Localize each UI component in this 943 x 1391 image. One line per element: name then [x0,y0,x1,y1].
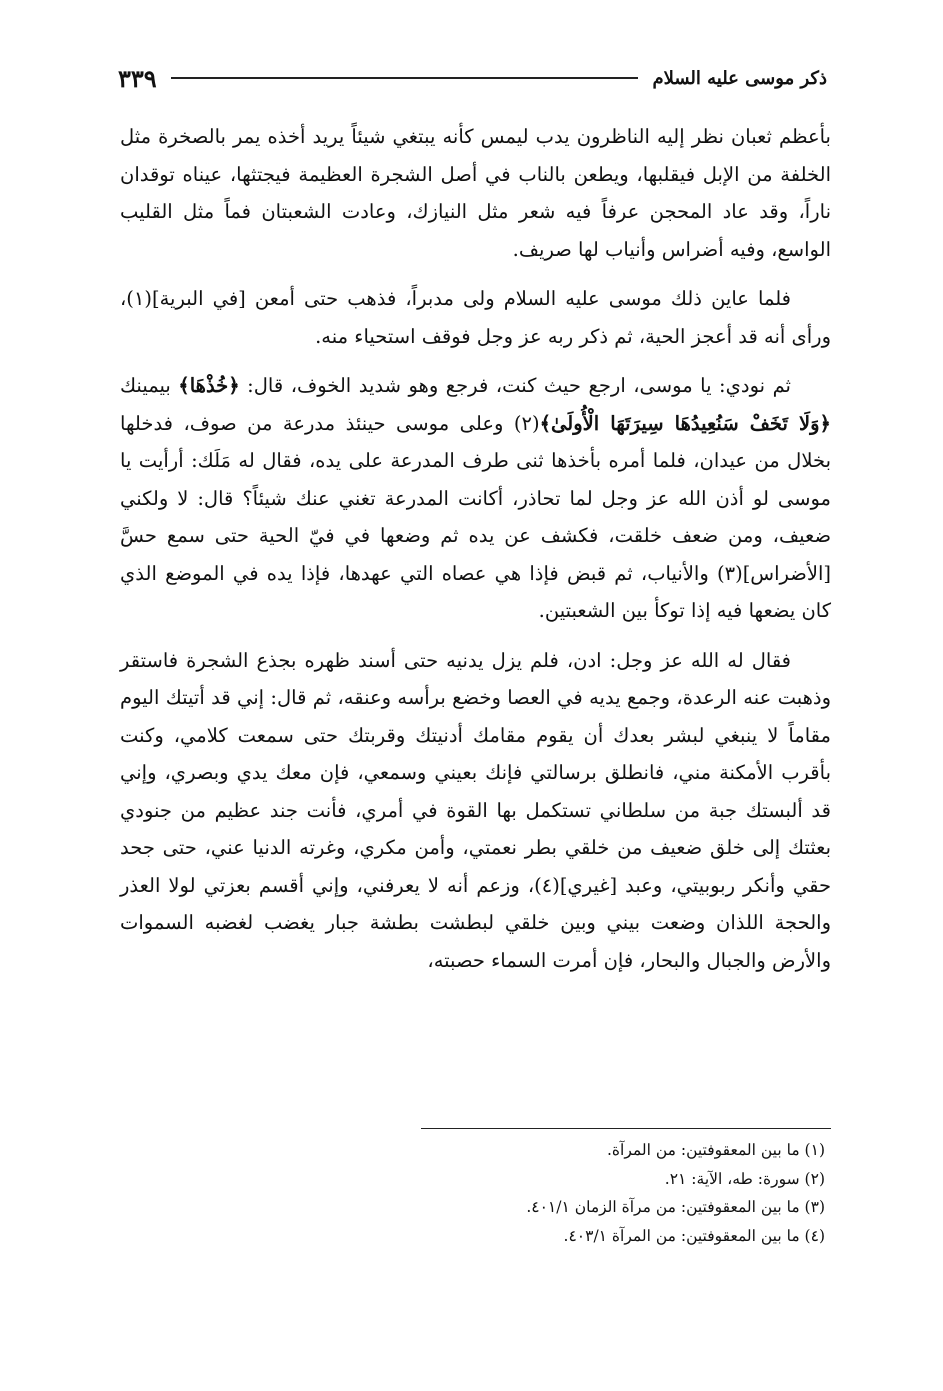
footnote-4: (٤) ما بين المعقوفتين: من المرآة ٤٠٣/١. [563,1226,825,1245]
page-number: ٣٣٩ [118,63,157,93]
footnote-3: (٣) ما بين المعقوفتين: من مرآة الزمان ٤٠١/١. [526,1198,825,1216]
paragraph-3 [120,367,831,630]
footnote-1: (١) ما بين المعقوفتين: من المرآة. [607,1141,825,1159]
running-title: ذكر موسى عليه السلام [652,67,827,89]
paragraph-3-before: ثم نودي: يا موسى، ارجع حيث كنت، فرجع وهو شديد الخوف، قال: [239,374,791,397]
paragraph-2: فلما عاين ذلك موسى عليه السلام ولى مدبراً، فذهب حتى أمعن [في البرية](١)، ورأى أنه قد أعجز الحية، ثم ذكر ربه عز وجل فوقف استحياء منه. [120,287,831,348]
quran-quote-1: ﴿خُذْهَا﴾ [178,374,240,397]
quran-quote-2: ﴿وَلَا تَخَفْ سَنُعِيدُهَا سِيرَتَهَا الْأُولَىٰ﴾ [539,411,831,435]
main-text [120,118,831,991]
footnote-2: (٢) سورة: طه، الآية: ٢١. [664,1169,825,1188]
paragraph-4: فقال له الله عز وجل: ادن، فلم يزل يدنيه حتى أسند ظهره بجذع الشجرة فاستقر وذهبت عنه الرعدة، وجمع يديه في العصا وخضع برأسه وعنقه، ثم قال: إني قد أتيتك اليوم مقاماً لا ينبغي لبشر بعدك أن يقوم مقامك أدنيتك وقربتك حتى سمعت كلامي، وكنت بأقرب الأمكنة مني، فانطلق برسالتي فإنك بعيني وسمعي، فإن معك يدي وبصري، وإني قد ألبستك جبة من سلطاني تستكمل بها القوة في أمري، فأنت جند عظيم من جنودي بعثتك إلى خلق ضعيف من خلقي بطر نعمتي، وأمن مكري، وغرته الدنيا عني، حتى جحد حقي وأنكر ربوبيتي، وعبد [غيري](٤)، وزعم أنه لا يعرفني، وإني أقسم بعزتي لولا العذر والحجة اللذان وضعت بيني وبين خلقي لبطشت بطشة جبار يغضب لغضبه السموات والأرض والجبال والبحار، فإن أمرت السماء حصبته، [120,648,832,972]
footnotes [300,1136,825,1250]
paragraph-1: بأعظم ثعبان نظر إليه الناظرون يدب ليمس كأنه يبتغي شيئاً يريد أخذه يمر بالصخرة مثل الخلفة من الإبل فيقلبها، ويطعن بالناب في أصل الشجرة العظيمة فيجتثها، عيناه توقدان ناراً، وقد عاد المحجن عرفاً فيه شعر مثل النيازك، وعادت الشعبتان فماً مثل القليب الواسع، وفيه أضراس وأنياب لها صريف. [120,125,831,261]
page-header [118,58,827,98]
paragraph-3-mid: بيمينك [120,374,179,397]
paragraph-3-after: (٢) وعلى موسى حينئذ مدرعة من صوف، فدخلها بخلال من عيدان، فلما أمره بأخذها ثنى طرف المدرعة على يده، فقال له مَلَك: أرأيت يا موسى لو أذن الله عز وجل لما تحاذر، أكانت المدرعة تغني عنك شيئاً؟ قال: لا ولكني ضعيف، ومن ضعف خلقت، فكشف عن يده ثم وضعها في فيّ الحية حتى سمع حسَّ [الأضراس](٣) والأنياب، ثم قبض فإذا هي عصاه التي عهدها، فإذا يده في الموضع الذي كان يضعها فيه إذا توكأ بين الشعبتين. [120,411,831,622]
footnote-separator [421,1128,831,1129]
header-rule [171,77,639,79]
